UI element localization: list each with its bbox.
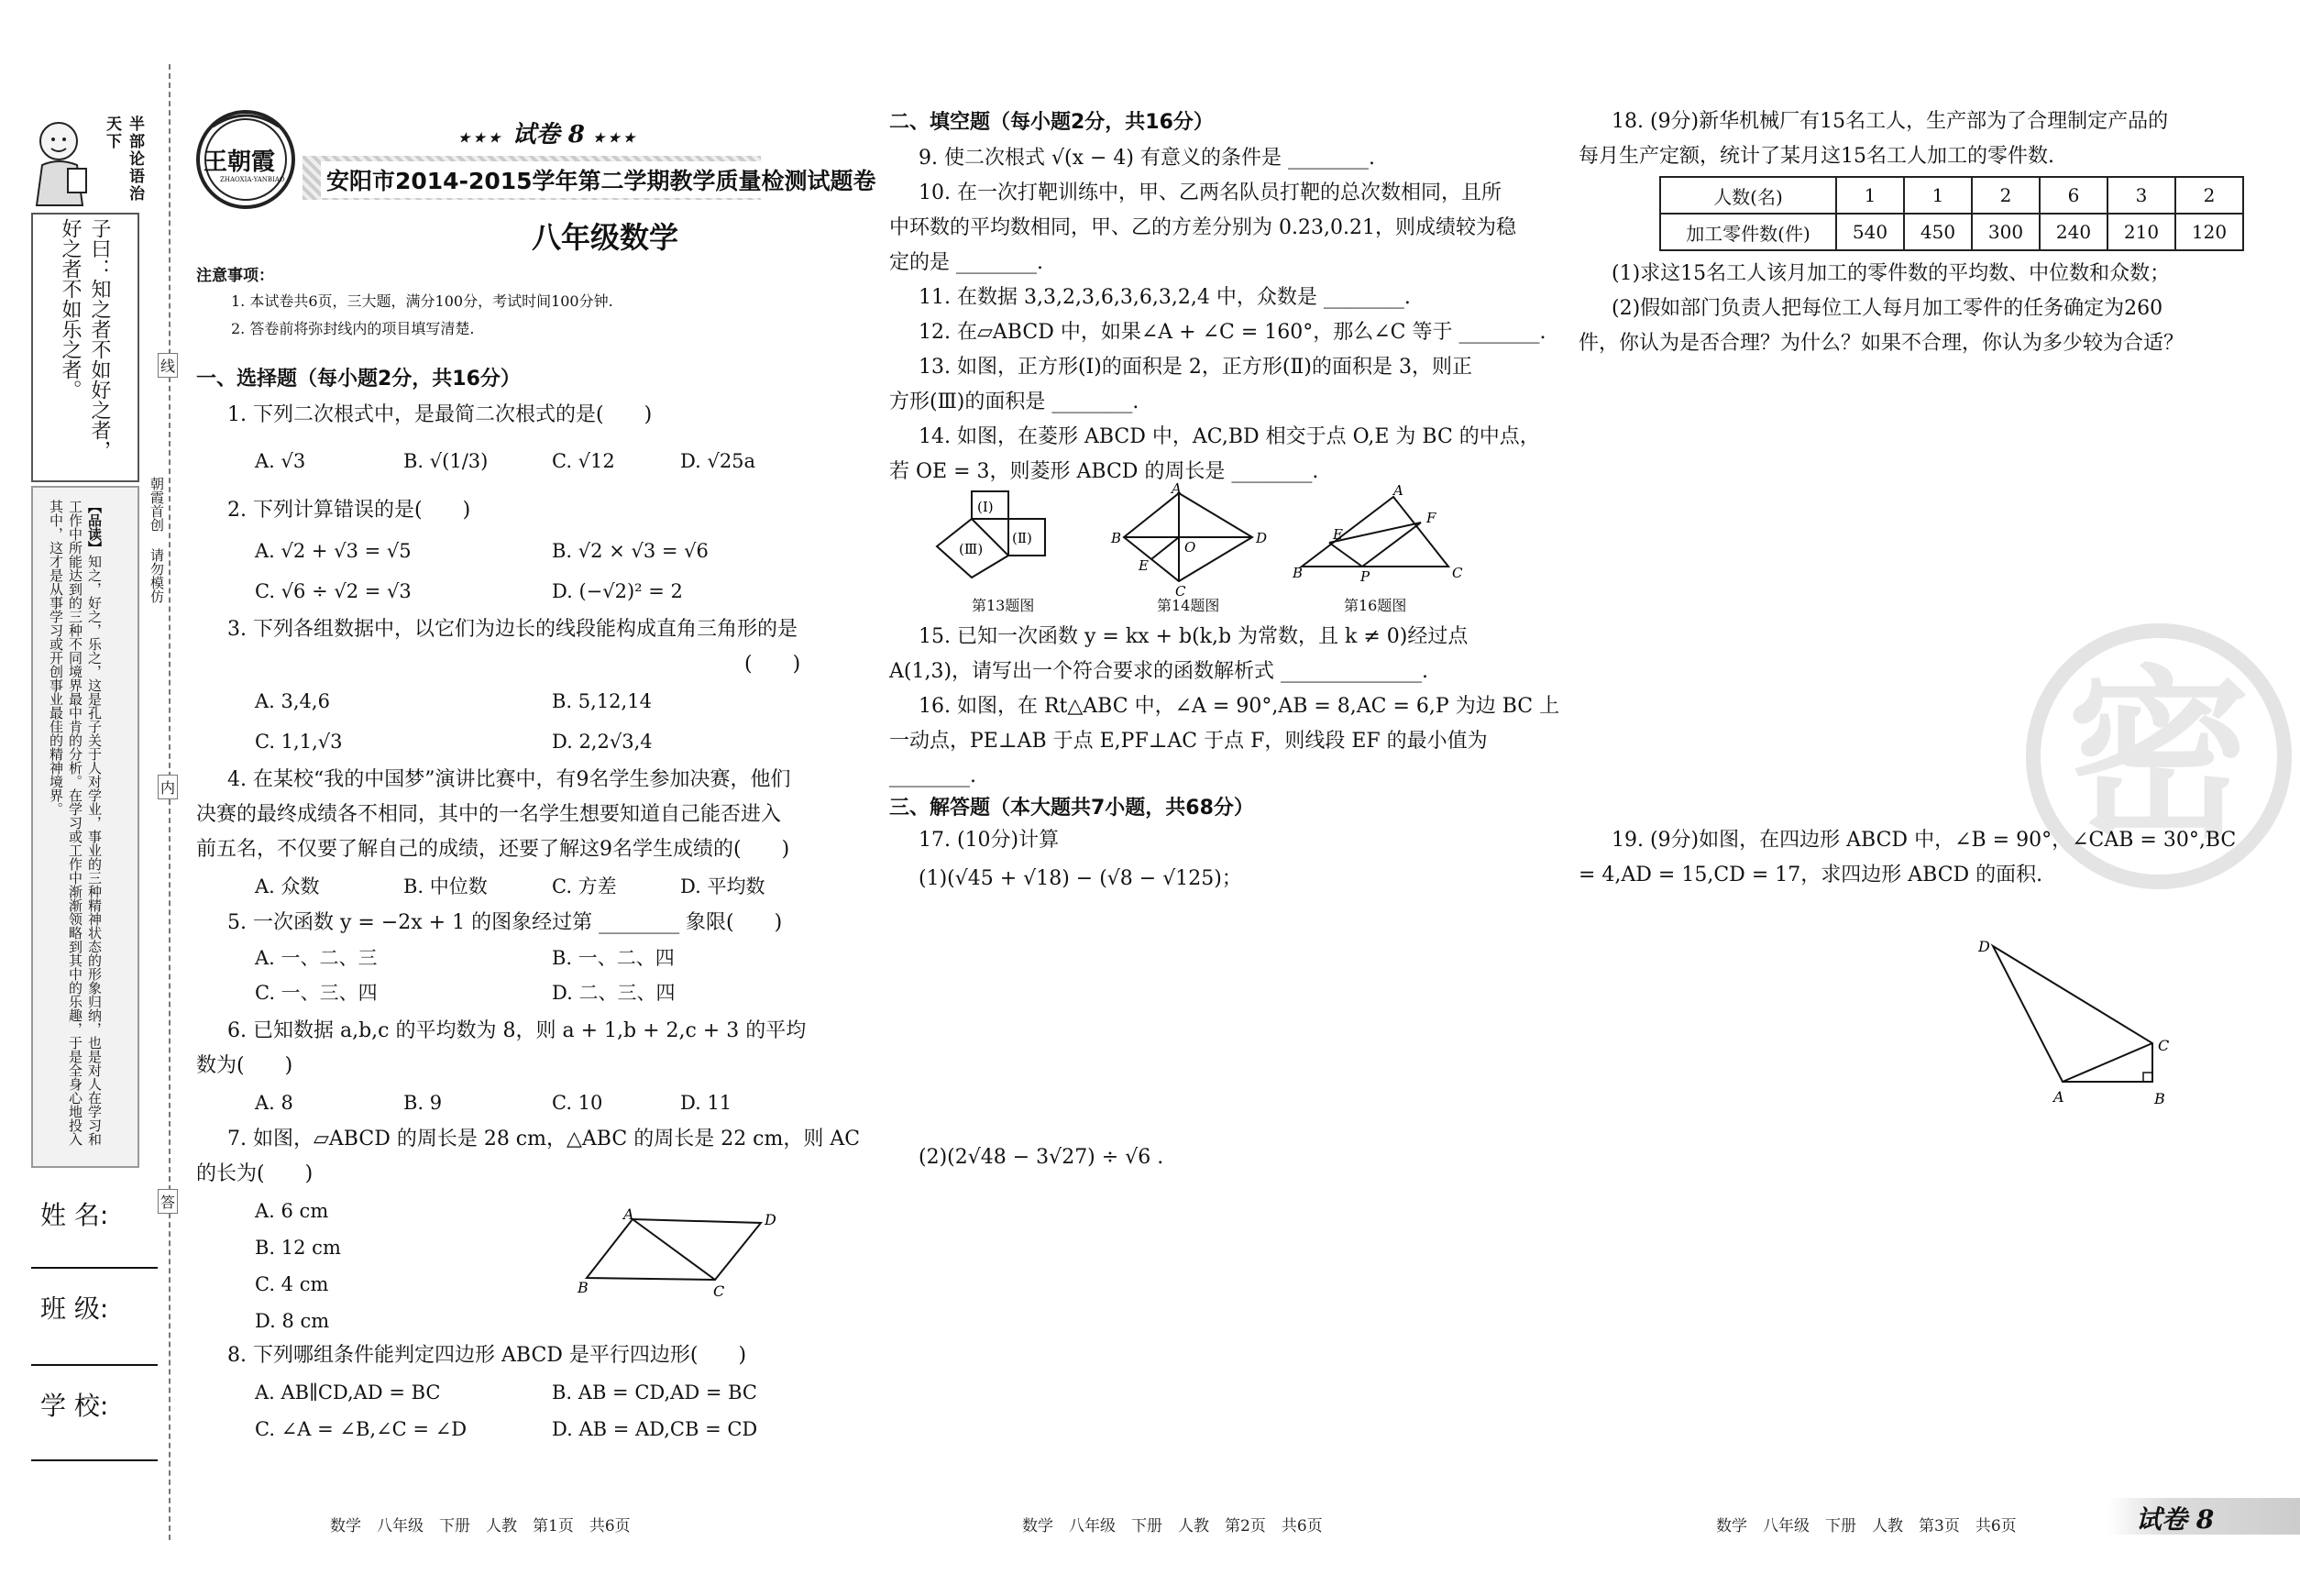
q7-figure (578, 1205, 779, 1300)
q17-part2: (2)(2√48 − 3√27) ÷ √6 . (919, 1146, 1164, 1169)
exam-badge (458, 116, 639, 149)
name-label: 姓 名: (40, 1200, 109, 1230)
q6-opt-c: C. 10 (552, 1092, 603, 1114)
q7-stem-1: 7. 如图，▱ABCD 的周长是 28 cm，△ABC 的周长是 22 cm，则 AC (227, 1128, 861, 1150)
fig16-caption: 第16题图 (1344, 597, 1407, 614)
table-head-count: 人数(名) (1660, 177, 1836, 214)
q7-opt-d: D. 8 cm (255, 1310, 330, 1332)
fig14-label-e: E (1139, 557, 1149, 574)
reading-text: 知之，好之，乐之，这是孔子关于人对学业，事业的三种精神状态的形象归纳，也是对人在学习和工作中所能达到的三种不同境界最中肯的分析。在学习或工作中渐渐领略到其中的乐趣，于是全身心地投入其中，这才是从事学习或开创事业最佳的精神境界。 (48, 500, 103, 1146)
s2-line-4: 定的是 ________. (889, 251, 1043, 274)
fig7-label-d: D (765, 1211, 776, 1228)
s2-line-12: A(1,3)，请写出一个符合要求的函数解析式 ______________. (889, 660, 1429, 683)
margin-note: 朝霞首创 请勿模仿 (149, 477, 165, 603)
watermark-text: 密 (2066, 650, 2250, 864)
table-cell: 540 (1836, 214, 1904, 250)
q3-paren: ( ) (744, 653, 801, 676)
q18-table (1659, 176, 2244, 251)
s2-line-1: 9. 使二次根式 √(x − 4) 有意义的条件是 ________. (919, 147, 1375, 170)
name-field[interactable] (31, 1267, 158, 1269)
fig7-label-b: B (578, 1279, 589, 1296)
table-row (1660, 177, 2243, 214)
q19-figure (1971, 928, 2182, 1111)
q18-part1: (1)求这15名工人该月加工的零件数的平均数、中位数和众数； (1612, 262, 2171, 285)
fig19-label-c: C (2158, 1037, 2170, 1054)
footer-page3: 数学 八年级 下册 人教 第3页 共6页 (1716, 1517, 2017, 1535)
q2-opt-b: B. √2 × √3 = √6 (552, 540, 709, 562)
q18-part2-line2: 件，你认为是否合理？为什么？如果不合理，你认为多少较为合适？ (1579, 332, 2184, 355)
q3-opt-b: B. 5,12,14 (552, 690, 652, 712)
q7-stem-2: 的长为( ) (196, 1162, 314, 1185)
q19-line-2: = 4,AD = 15,CD = 17，求四边形 ABCD 的面积. (1579, 864, 2043, 886)
fig13-label-3: (Ⅲ) (959, 541, 984, 557)
fig7-label-c: C (713, 1282, 725, 1300)
q3-opt-c: C. 1,1,√3 (255, 731, 343, 753)
fig19-label-d: D (1978, 938, 1990, 955)
fig7-label-a: A (623, 1205, 634, 1223)
fig14 (1106, 480, 1271, 600)
q6-stem-2: 数为( ) (196, 1054, 293, 1077)
fig16-label-f: F (1426, 510, 1436, 526)
notice-title: 注意事项： (196, 267, 274, 285)
q17-stem: 17. (10分)计算 (919, 829, 1060, 852)
table-cell: 450 (1904, 214, 1972, 250)
q1-opt-b: B. √(1/3) (403, 450, 489, 472)
seal-char-3: 答 (158, 1189, 178, 1214)
q5-opt-c: C. 一、三、四 (255, 982, 378, 1004)
school-label: 学 校: (40, 1391, 109, 1421)
fig16-label-e: E (1333, 526, 1343, 543)
q3-opt-d: D. 2,2√3,4 (552, 731, 653, 753)
s2-line-9: 14. 如图，在菱形 ABCD 中，AC,BD 相交于点 O,E 为 BC 的中点， (919, 425, 1540, 448)
q8-opt-d: D. AB = AD,CB = CD (552, 1418, 758, 1440)
table-cell: 2 (2175, 177, 2243, 214)
q4-stem-2: 决赛的最终成绩各不相同，其中的一名学生想要知道自己能否进入 (196, 803, 782, 826)
q6-stem-1: 6. 已知数据 a,b,c 的平均数为 8，则 a + 1,b + 2,c + 3 的平均 (227, 1019, 807, 1042)
notice-item-1: 1. 本试卷共6页，三大题，满分100分，考试时间100分钟. (231, 292, 613, 310)
fig13-label-2: (Ⅱ) (1012, 530, 1032, 546)
section1-title: 一、选择题（每小题2分，共16分） (196, 368, 521, 391)
table-cell: 6 (2040, 177, 2107, 214)
q18-part2-line1: (2)假如部门负责人把每位工人每月加工零件的任务确定为260 (1612, 297, 2163, 320)
q8-opt-c: C. ∠A = ∠B,∠C = ∠D (255, 1418, 468, 1440)
school-field[interactable] (31, 1459, 158, 1461)
q4-opt-b: B. 中位数 (403, 875, 488, 897)
q8-opt-a: A. AB∥CD,AD = BC (255, 1381, 441, 1403)
fig14-label-d: D (1256, 530, 1268, 546)
s2-line-3: 中环数的平均数相同，甲、乙的方差分别为 0.23,0.21，则成绩较为稳 (889, 216, 1516, 239)
table-cell: 3 (2107, 177, 2175, 214)
q4-opt-c: C. 方差 (552, 875, 617, 897)
fig13 (935, 486, 1073, 587)
q17-part1: (1)(√45 + √18) − (√8 − √125)； (919, 867, 1242, 890)
q2-stem: 2. 下列计算错误的是( ) (227, 499, 471, 522)
q4-opt-a: A. 众数 (255, 875, 320, 897)
q7-opt-c: C. 4 cm (255, 1273, 329, 1295)
table-row (1660, 214, 2243, 250)
exam-num: 8 (567, 121, 585, 149)
sidebar-brand: 半部论语治天下 (103, 116, 144, 203)
q8-stem: 8. 下列哪组条件能判定四边形 ABCD 是平行四边形( ) (227, 1344, 747, 1367)
s2-line-6: 12. 在▱ABCD 中，如果∠A + ∠C = 160°，那么∠C 等于 ________. (919, 321, 1546, 344)
q3-opt-a: A. 3,4,6 (255, 690, 330, 712)
footer-page2: 数学 八年级 下册 人教 第2页 共6页 (1022, 1517, 1323, 1535)
q18-line-2: 每月生产定额，统计了某月这15名工人加工的零件数. (1579, 145, 2054, 168)
fig14-label-b: B (1111, 530, 1122, 546)
q8-opt-b: B. AB = CD,AD = BC (552, 1381, 757, 1403)
s2-line-5: 11. 在数据 3,3,2,3,6,3,6,3,2,4 中，众数是 ________. (919, 286, 1411, 309)
q7-opt-b: B. 12 cm (255, 1237, 341, 1259)
table-head-parts: 加工零件数(件) (1660, 214, 1836, 250)
q2-opt-d: D. (−√2)² = 2 (552, 580, 683, 602)
q5-stem: 5. 一次函数 y = −2x + 1 的图象经过第 ________ 象限( ) (227, 911, 783, 934)
star-icon: ★★★ (592, 131, 639, 146)
q5-opt-d: D. 二、三、四 (552, 982, 676, 1004)
s2-line-14: 一动点，PE⊥AB 于点 E,PF⊥AC 于点 F，则线段 EF 的最小值为 (889, 730, 1488, 753)
fig13-caption: 第13题图 (972, 597, 1035, 614)
s2-line-15: ________. (889, 765, 976, 787)
class-label: 班 级: (40, 1293, 109, 1324)
fig16-label-c: C (1452, 565, 1463, 581)
q7-opt-a: A. 6 cm (255, 1200, 329, 1222)
q19-line-1: 19. (9分)如图，在四边形 ABCD 中，∠B = 90°，∠CAB = 30°,BC (1612, 829, 2237, 852)
q6-opt-d: D. 11 (680, 1092, 732, 1114)
s2-line-13: 16. 如图，在 Rt△ABC 中，∠A = 90°,AB = 8,AC = 6,P 为边 BC 上 (919, 695, 1560, 718)
q4-stem-1: 4. 在某校“我的中国梦”演讲比赛中，有9名学生参加决赛，他们 (227, 768, 791, 791)
seal-char-1: 线 (158, 353, 178, 378)
q1-opt-c: C. √12 (552, 450, 615, 472)
fig19-label-b: B (2154, 1090, 2165, 1107)
q2-opt-a: A. √2 + √3 = √5 (255, 540, 412, 562)
sidebar-reading (46, 500, 104, 1155)
q4-stem-3: 前五名，不仅要了解自己的成绩，还要了解这9名学生成绩的( ) (196, 838, 790, 861)
table-cell: 1 (1836, 177, 1904, 214)
q6-opt-a: A. 8 (255, 1092, 293, 1114)
table-cell: 300 (1972, 214, 2040, 250)
table-cell: 210 (2107, 214, 2175, 250)
q5-opt-b: B. 一、二、四 (552, 947, 675, 969)
q1-opt-d: D. √25a (680, 450, 756, 472)
q1-stem: 1. 下列二次根式中，是最简二次根式的是( ) (227, 403, 653, 426)
q3-stem: 3. 下列各组数据中，以它们为边长的线段能构成直角三角形的是 (227, 618, 798, 641)
sidebar-cartoon (31, 114, 95, 211)
seal-line (169, 64, 171, 1540)
q1-opt-a: A. √3 (255, 450, 306, 472)
q2-opt-c: C. √6 ÷ √2 = √3 (255, 580, 412, 602)
star-icon: ★★★ (458, 131, 504, 146)
table-cell: 2 (1972, 177, 2040, 214)
fig14-caption: 第14题图 (1157, 597, 1220, 614)
seal-char-2: 内 (158, 775, 178, 799)
fig19-label-a: A (2053, 1088, 2064, 1106)
fig14-label-c: C (1175, 583, 1186, 600)
footer-badge: 试卷 8 (2136, 1504, 2215, 1535)
fig13-label-1: (Ⅰ) (977, 499, 994, 515)
logo-sub: ZHAOXIA·YANBIAO (220, 176, 285, 183)
exam-title: 安阳市2014-2015学年第二学期教学质量检测试题卷 (321, 161, 882, 198)
q18-line-1: 18. (9分)新华机械厂有15名工人，生产部为了合理制定产品的 (1612, 110, 2169, 133)
notice-item-2: 2. 答卷前将弥封线内的项目填写清楚. (231, 320, 475, 337)
reading-title: 【品读】 (86, 500, 103, 555)
exam-label: 试卷 (512, 121, 560, 149)
fig16-label-a: A (1393, 482, 1403, 499)
q5-opt-a: A. 一、二、三 (255, 947, 378, 969)
s2-line-2: 10. 在一次打靶训练中，甲、乙两名队员打靶的总次数相同，且所 (919, 182, 1502, 204)
subject-title: 八年级数学 (532, 220, 679, 255)
logo-name: 王朝霞 (204, 149, 276, 176)
fig16 (1293, 482, 1467, 587)
q6-opt-b: B. 9 (403, 1092, 443, 1114)
s2-line-11: 15. 已知一次函数 y = kx + b(k,b 为常数，且 k ≠ 0)经过点 (919, 625, 1469, 648)
class-field[interactable] (31, 1364, 158, 1366)
fig16-label-b: B (1293, 565, 1304, 581)
fig16-label-p: P (1360, 568, 1370, 585)
sidebar-quote: 子曰：知之者不如好之者，好之者不如乐之者。 (59, 218, 111, 460)
table-cell: 1 (1904, 177, 1972, 214)
footer-page1: 数学 八年级 下册 人教 第1页 共6页 (330, 1517, 631, 1535)
fig14-label-o: O (1184, 539, 1196, 556)
section2-title: 二、填空题（每小题2分，共16分） (889, 111, 1214, 134)
s2-line-8: 方形(Ⅲ)的面积是 ________. (889, 391, 1139, 413)
table-cell: 240 (2040, 214, 2107, 250)
s2-line-10: 若 OE = 3，则菱形 ABCD 的周长是 ________. (889, 460, 1319, 483)
q4-opt-d: D. 平均数 (680, 875, 765, 897)
table-cell: 120 (2175, 214, 2243, 250)
s2-line-7: 13. 如图，正方形(Ⅰ)的面积是 2，正方形(Ⅱ)的面积是 3，则正 (919, 356, 1472, 379)
section3-title: 三、解答题（本大题共7小题，共68分） (889, 797, 1254, 820)
fig14-label-a: A (1172, 480, 1182, 497)
